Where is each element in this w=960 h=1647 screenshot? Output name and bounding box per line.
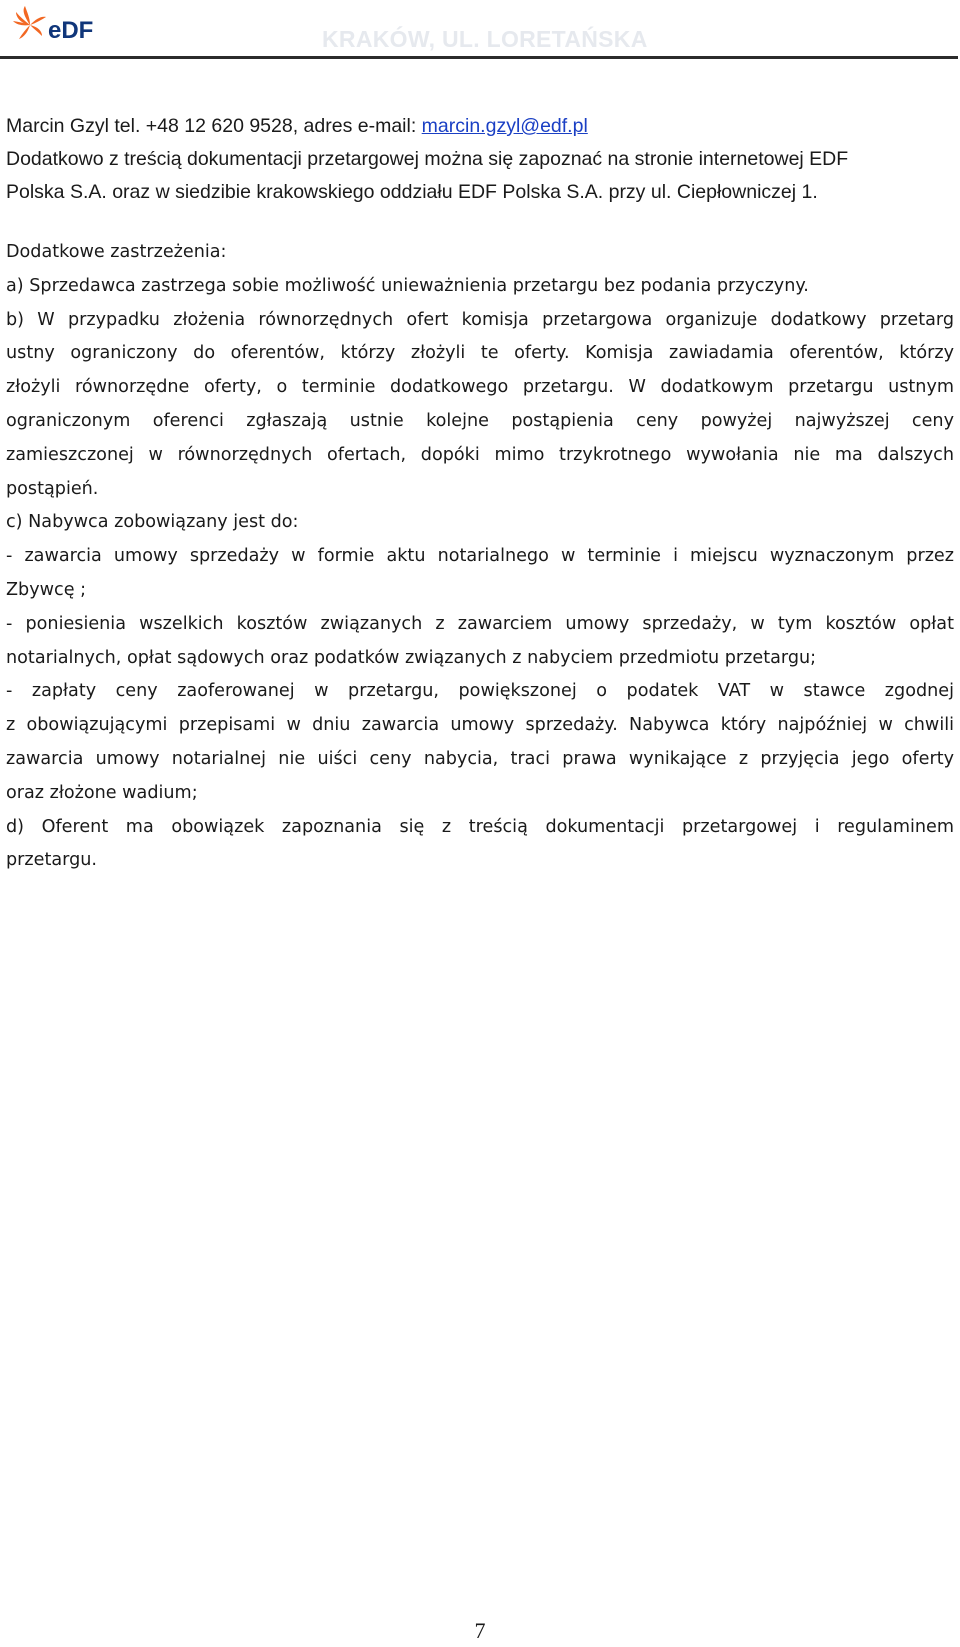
paragraph-line: oraz złożone wadium; [6, 782, 198, 803]
paragraph-line: c) Nabywca zobowiązany jest do: [6, 512, 299, 533]
paragraph-line: złożyli równorzędne oferty, o terminie dodatkowego przetargu. W dodatkowym przetargu ustnym [6, 377, 954, 398]
page-number: 7 [474, 1618, 486, 1643]
paragraph-line: ustny ograniczony do oferentów, którzy złożyli te oferty. Komisja zawiadamia oferentów, którzy [6, 343, 954, 364]
contact-line [6, 115, 588, 138]
info-line-2: Polska S.A. oraz w siedzibie krakowskiego oddziału EDF Polska S.A. przy ul. Ciepłowniczej 1. [6, 181, 818, 203]
paragraph-line: a) Sprzedawca zastrzega sobie możliwość unieważnienia przetargu bez podania przyczyny. [6, 275, 809, 296]
paragraph-line: - zawarcia umowy sprzedaży w formie aktu notarialnego w terminie i miejscu wyznaczonym przez [6, 546, 954, 567]
reservations-heading: Dodatkowe zastrzeżenia: [6, 242, 227, 262]
edf-logo [8, 4, 108, 48]
paragraph-line: z obowiązującymi przepisami w dniu zawarcia umowy sprzedaży. Nabywca który najpóźniej w chwili [6, 715, 954, 736]
paragraph-line: - zapłaty ceny zaoferowanej w przetargu, powiększonej o podatek VAT w stawce zgodnej [6, 681, 954, 702]
paragraph-line: postąpień. [6, 478, 99, 499]
paragraph-line: b) W przypadku złożenia równorzędnych ofert komisja przetargowa organizuje dodatkowy przetarg [6, 309, 954, 330]
paragraph-line: zamieszczonej w równorzędnych ofertach, dopóki mimo trzykrotnego wywołania nie ma dalszych [6, 444, 954, 465]
paragraph-line: przetargu. [6, 850, 97, 871]
email-link[interactable]: marcin.gzyl@edf.pl [421, 115, 588, 137]
info-line-1: Dodatkowo z treścią dokumentacji przetargowej można się zapoznać na stronie internetowej EDF [6, 148, 849, 170]
contact-text: Marcin Gzyl tel. +48 12 620 9528, adres e-mail: [6, 115, 422, 137]
header-title: KRAKÓW, UL. LORETAŃSKA [322, 26, 648, 52]
page-header [0, 0, 960, 62]
paragraph-line: d) Oferent ma obowiązek zapoznania się z treścią dokumentacji przetargowej i regulaminem [6, 816, 954, 837]
paragraph-line: ograniczonym oferenci zgłaszają ustnie kolejne postąpienia ceny powyżej najwyższej ceny [6, 410, 954, 431]
paragraph-line: - poniesienia wszelkich kosztów związanych z zawarciem umowy sprzedaży, w tym kosztów opłat [6, 613, 954, 634]
paragraph-line: notarialnych, opłat sądowych oraz podatków związanych z nabyciem przedmiotu przetargu; [6, 647, 817, 668]
paragraph-line: Zbywcę ; [6, 579, 87, 600]
svg-text:eDF: eDF [48, 17, 94, 44]
reservations-section [6, 236, 954, 878]
header-divider [0, 56, 958, 59]
paragraph-line: zawarcia umowy notarialnej nie uiści ceny nabycia, traci prawa wynikające z przyjęcia jego oferty [6, 748, 954, 769]
